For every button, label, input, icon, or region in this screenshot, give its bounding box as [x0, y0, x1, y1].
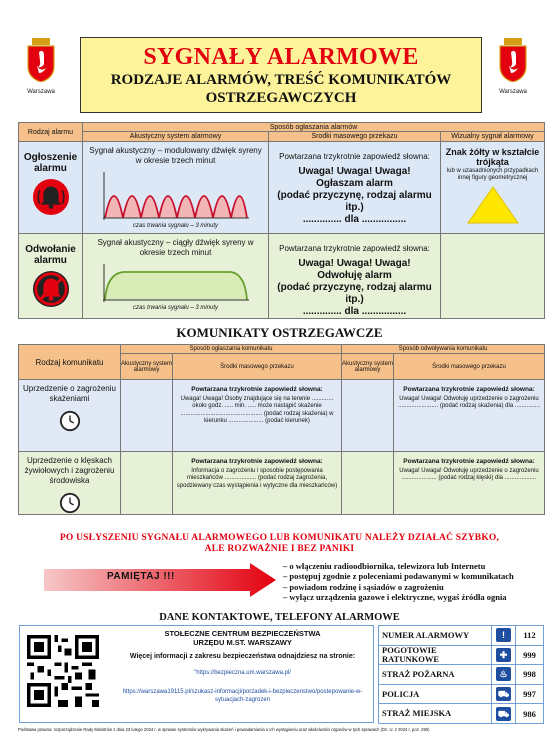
- alarm-kind-label: Odwołanie: [25, 244, 76, 255]
- list-item: – powiadom rodzinę i sąsiadów o zagrożeniu: [283, 582, 514, 592]
- message-line: (podać przyczynę, rodzaj alarmu itp.): [277, 190, 432, 213]
- list-item: – wyłącz urządzenia gazowe i elektryczne, wygaś źródła ognia: [283, 592, 514, 602]
- center-name-line: URZĘDU M.ST. WARSZAWY: [193, 638, 292, 647]
- header-media: Środki masowego przekazu: [269, 132, 441, 142]
- header-acoustic: Akustyczny system alarmowy: [83, 132, 269, 142]
- section-title-communications: KOMUNIKATY OSTRZEGAWCZE: [176, 325, 383, 340]
- alarm-kind-label: alarmu: [34, 163, 67, 174]
- phone-number[interactable]: 112: [516, 626, 544, 646]
- header-visual: Wizualny sygnał alarmowy: [441, 132, 545, 142]
- message-line: Ogłaszam alarm: [316, 178, 393, 189]
- cancel-media-cell: [394, 452, 545, 515]
- urgent-notice: [0, 533, 559, 555]
- safety-website-link[interactable]: "https://bezpieczna.um.warszawa.pl/: [194, 670, 291, 676]
- table-row: [379, 626, 544, 646]
- header-cancel: Sposób odwoływania komunikatu: [342, 345, 545, 354]
- table-row: [19, 234, 545, 319]
- header-acoustic: Akustyczny system alarmowy: [121, 354, 173, 380]
- table-row: [19, 142, 545, 234]
- continuous-siren-wave: [101, 260, 251, 304]
- visual-signal-title: Znak żółty w kształcie trójkąta: [445, 147, 540, 167]
- visual-signal-note: lub w uzasadnionych przypadkach innej figury geometrycznej: [446, 168, 539, 181]
- announce-title: Powtarzana trzykrotnie zapowiedź słowna:: [191, 458, 323, 465]
- legal-basis: Podstawa prawna: rozporządzenie Rady Ministrów z dnia 23 lutego 2024 r. w sprawie systemów wykrywania skażeń i powiadamiania o ich wystąpieniu oraz właściwości organów w tych sprawach (Dz. U. z 2024 r. poz. 290): [18, 727, 430, 732]
- acoustic-cell-empty: [342, 380, 394, 452]
- table-row: [379, 704, 544, 724]
- header-media: Środki masowego przekazu: [394, 354, 545, 380]
- visual-cell-empty: [441, 234, 545, 319]
- header-acoustic: Akustyczny system alarmowy: [342, 354, 394, 380]
- cancel-text: Uwaga! Uwaga! Odwołuję uprzedzenie o zagrożeniu ..................... (podać rodzaj klęski) dla ...................: [399, 467, 539, 481]
- emergency-phones-table: [378, 625, 544, 724]
- header-communication-kind: Rodzaj komunikatu: [19, 345, 121, 380]
- announce-text: Uwaga! Uwaga! Osoby znajdujące się na terenie ............. około godz. ..... min. ..... może nastąpić skażenie ................................................. (podać rodzaj skażenia) w kierunku ..................... (podać kierunek): [180, 395, 334, 424]
- alarm-bell-icon: [32, 178, 70, 216]
- message-line: (podać przyczynę, rodzaj alarmu itp.): [277, 282, 432, 305]
- communication-kind-label: Uprzedzenie o zagrożeniu skażeniami: [23, 384, 116, 403]
- table-row: [19, 452, 545, 515]
- patrol-car-icon: ⛟: [497, 708, 510, 719]
- acoustic-cell-empty: [121, 380, 173, 452]
- page-title: SYGNAŁY ALARMOWE: [143, 44, 419, 70]
- media-message: [269, 166, 440, 226]
- header-alarm-method: Sposób ogłaszania alarmów: [83, 123, 545, 132]
- warsaw-coat-of-arms-icon: [498, 38, 528, 82]
- visual-cell: [441, 142, 545, 234]
- message-line: .............. dla ................: [302, 214, 407, 225]
- yellow-triangle-icon: [466, 185, 520, 225]
- urgent-line: PO USŁYSZENIU SYGNAŁU ALARMOWEGO LUB KOMUNIKATU NALEŻY DZIAŁAĆ SZYBKO,: [59, 533, 500, 543]
- media-intro: Powtarzana trzykrotnie zapowiedź słowna:: [279, 244, 430, 253]
- ambulance-icon: ✚: [496, 648, 511, 662]
- phone-name: NUMER ALARMOWY: [379, 626, 492, 646]
- phone-name: POLICJA: [379, 684, 492, 704]
- phone-name: POGOTOWIE RATUNKOWE: [379, 645, 492, 665]
- cancel-title: Powtarzana trzykrotnie zapowiedź słowna:: [403, 386, 535, 393]
- modulated-siren-wave: [101, 168, 251, 222]
- center-name: [115, 629, 370, 647]
- remember-steps-list: [283, 561, 514, 603]
- message-line: Uwaga! Uwaga! Uwaga!: [298, 166, 411, 177]
- alarm-signals-table: [18, 122, 545, 319]
- signal-duration: czas trwania sygnału – 3 minuty: [132, 223, 219, 229]
- announce-text: Informacja o zagrożeniu i sposobie postępowania mieszkańców ................... (podać rodzaj zagrożenia, spodziewany czas wystąpienia i wytyczne dla mieszkańców): [176, 467, 338, 489]
- acoustic-cell-empty: [342, 452, 394, 515]
- contacts-title: DANE KONTAKTOWE, TELEFONY ALARMOWE: [159, 612, 400, 623]
- message-line: Uwaga! Uwaga! Uwaga!: [298, 258, 411, 269]
- emergency-procedures-link[interactable]: https://warszawa19115.pl/szukasz-informacji/porzadek-i-bezpieczenstwo/postepowanie-w-sytuacjach-zagrozen: [122, 689, 363, 703]
- acoustic-description: Sygnał akustyczny – ciągły dźwięk syreny w okresie trzech minut: [97, 238, 254, 257]
- page-subtitle-2: OSTRZEGAWCZYCH: [205, 90, 357, 106]
- phone-name: STRAŻ MIEJSKA: [379, 704, 492, 724]
- table-row: [379, 665, 544, 685]
- clock-icon: [59, 410, 81, 432]
- acoustic-description: Sygnał akustyczny – modulowany dźwięk syreny w okresie trzech minut: [89, 146, 262, 165]
- announce-media-cell: [173, 452, 342, 515]
- alarm-kind-cell: [19, 234, 83, 319]
- message-line: .............. dla ................: [302, 306, 407, 317]
- more-info-text: Więcej informacji z zakresu bezpieczeństwa odnajdziesz na stronie:: [129, 653, 356, 660]
- warsaw-crest-left: [21, 38, 61, 95]
- announce-title: Powtarzana trzykrotnie zapowiedź słowna:: [191, 386, 323, 393]
- cancel-title: Powtarzana trzykrotnie zapowiedź słowna:: [403, 458, 535, 465]
- table-row: [19, 380, 545, 452]
- acoustic-cell: [83, 234, 269, 319]
- remember-label: PAMIĘTAJ !!!: [107, 571, 175, 582]
- fire-extinguisher-icon: ♨: [496, 667, 511, 681]
- warsaw-crest-right: [493, 38, 533, 95]
- media-cell: [269, 234, 441, 319]
- acoustic-cell-empty: [121, 452, 173, 515]
- warsaw-coat-of-arms-icon: [26, 38, 56, 82]
- table-row: [379, 645, 544, 665]
- communication-kind-cell: [19, 380, 121, 452]
- alarm-kind-cell: [19, 142, 83, 234]
- qr-code-icon[interactable]: [27, 635, 99, 707]
- phone-number[interactable]: 998: [516, 665, 544, 685]
- media-intro: Powtarzana trzykrotnie zapowiedź słowna:: [279, 152, 430, 161]
- title-banner: [80, 37, 482, 113]
- alarm-bell-cancelled-icon: [32, 270, 70, 308]
- phone-number[interactable]: 986: [516, 704, 544, 724]
- alarm-kind-label: Ogłoszenie: [23, 152, 78, 163]
- contact-info-box: [19, 625, 374, 723]
- police-car-icon: ⛟: [497, 689, 510, 700]
- exclamation-icon: !: [496, 628, 511, 642]
- communication-kind-cell: [19, 452, 121, 515]
- center-name-line: STOŁECZNE CENTRUM BEZPIECZEŃSTWA: [164, 629, 321, 638]
- announce-media-cell: [173, 380, 342, 452]
- media-cell: [269, 142, 441, 234]
- page-subtitle-1: RODZAJE ALARMÓW, TREŚĆ KOMUNIKATÓW: [110, 72, 452, 88]
- signal-duration: czas trwania sygnału – 3 minuty: [132, 305, 219, 311]
- urgent-line: ALE ROZWAŻNIE I BEZ PANIKI: [204, 544, 355, 554]
- list-item: – postępuj zgodnie z poleceniami podawanymi w komunikatach: [283, 571, 514, 581]
- header-alarm-kind: Rodzaj alarmu: [19, 123, 83, 142]
- cancel-text: Uwaga! Uwaga! Odwołuję uprzedzenie o zagrożeniu ........................ (podać rodzaj skażenia) dla ...............: [398, 395, 540, 409]
- communication-kind-label: Uprzedzenie o klęskach żywiołowych i zagrożeniu środowiska: [24, 456, 115, 485]
- crest-name: Warszawa: [27, 89, 55, 95]
- acoustic-cell: [83, 142, 269, 234]
- list-item: – o włączeniu radioodbiornika, telewizora lub Internetu: [283, 561, 514, 571]
- media-message: [269, 258, 440, 318]
- cancel-media-cell: [394, 380, 545, 452]
- phone-number[interactable]: 999: [516, 645, 544, 665]
- phone-number[interactable]: 997: [516, 684, 544, 704]
- crest-name: Warszawa: [499, 89, 527, 95]
- header-announce: Sposób ogłaszania komunikatu: [121, 345, 342, 354]
- table-row: [379, 684, 544, 704]
- alarm-kind-label: alarmu: [34, 255, 67, 266]
- clock-icon: [59, 492, 81, 514]
- warning-communications-table: [18, 344, 545, 515]
- message-line: Odwołuję alarm: [317, 270, 392, 281]
- header-media: Środki masowego przekazu: [173, 354, 342, 380]
- phone-name: STRAŻ POŻARNA: [379, 665, 492, 685]
